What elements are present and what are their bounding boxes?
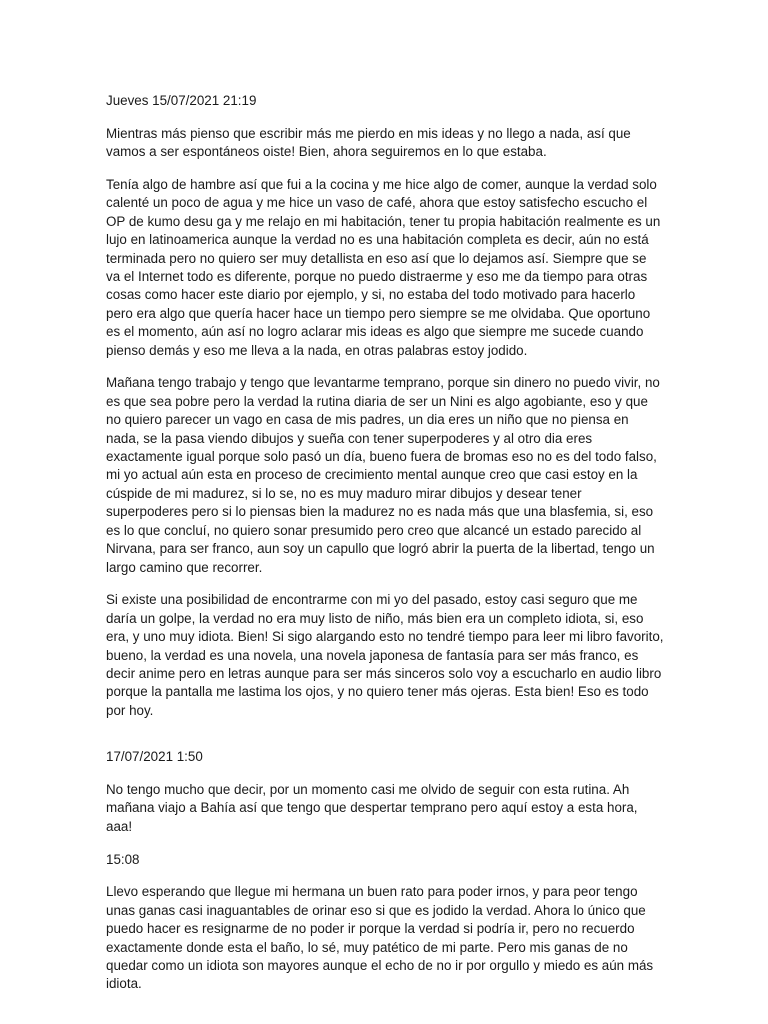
entry-date-heading: Jueves 15/07/2021 21:19 bbox=[106, 93, 257, 108]
paragraph: No tengo mucho que decir, por un momento casi me olvido de seguir con esta rutina. Ah mañana viajo a Bahía así que tengo que despertar temprano pero aquí estoy a esta hora, aaa! bbox=[106, 781, 638, 834]
paragraph: Mañana tengo trabajo y tengo que levantarme temprano, porque sin dinero no puedo vivir, no es que sea pobre pero la verdad la rutina diaria de ser un Nini es algo agobiante, eso y que no quiero parecer un vago en casa de mis padres, un dia eres un niño que no piensa en nada, se la pasa viendo dibujos y sueña con tener superpoderes y al otro dia eres exactamente igual porque solo pasó un día, bueno fuera de bromas eso no es del todo falso, mi yo actual aún esta en proceso de crecimiento mental aunque creo que casi estoy en la cúspide de mi madurez, si lo se, no es muy maduro mirar dibujos y desear tener superpoderes pero si lo piensas bien la madurez no es nada más que una blasfemia, si, eso es lo que concluí, no quiero sonar presumido pero creo que alcancé un estado parecido al Nirvana, para ser franco, aun soy un capullo que logró abrir la puerta de la libertad, tengo un largo camino que recorrer. bbox=[106, 375, 660, 575]
paragraph: Llevo esperando que llegue mi hermana un buen rato para poder irnos, y para peor tengo unas ganas casi inaguantables de orinar eso si que es jodido la verdad. Ahora lo único que puedo hacer es resignarme de no poder ir porque la verdad si podría ir, pero no recuerdo exactamente donde esta el baño, lo sé, muy patético de mi parte. Pero mis ganas de no quedar como un idiota son mayores aunque el echo de no ir por orgullo y miedo es aún más idiota. bbox=[106, 884, 654, 992]
entry-date-heading: 17/07/2021 1:50 bbox=[106, 749, 203, 765]
entry-time-heading: 15:08 bbox=[106, 851, 140, 867]
paragraph: Mientras más pienso que escribir más me pierdo en mis ideas y no llego a nada, así que vamos a ser espontáneos oiste! Bien, ahora seguiremos en lo que estaba. bbox=[106, 125, 631, 160]
document-page bbox=[106, 92, 664, 1008]
paragraph: Si existe una posibilidad de encontrarme con mi yo del pasado, estoy casi seguro que me daría un golpe, la verdad no era muy listo de niño, más bien era un completo idiota, si, eso era, y uno muy idiota. Bien! Si sigo alargando esto no tendré tiempo para leer mi libro favorito, bueno, la verdad es una novela, una novela japonesa de fantasía para ser más franco, es decir anime pero en letras aunque para ser más sinceros solo voy a escucharlo en audio libro porque la pantalla me lastima los ojos, y no quiero tener más ojeras. Esta bien! Eso es todo por hoy. bbox=[106, 592, 664, 718]
paragraph: Tenía algo de hambre así que fui a la cocina y me hice algo de comer, aunque la verdad solo calenté un poco de agua y me hice un vaso de café, ahora que estoy satisfecho escucho el OP de kumo desu ga y me relajo en mi habitación, tener tu propia habitación realmente es un lujo en latinoamerica aunque la verdad no es una habitación completa es decir, aún no está terminada pero no quiero ser muy detallista en eso así que lo dejamos así. Siempre que se va el Internet todo es diferente, porque no puedo distraerme y eso me da tiempo para otras cosas como hacer este diario por ejemplo, y si, no estaba del todo motivado para hacerlo pero era algo que quería hacer hace un tiempo pero siempre se me olvidaba. Que oportuno es el momento, aún así no logro aclarar mis ideas es algo que siempre me sucede cuando pienso demás y eso me lleva a la nada, en otras palabras estoy jodido. bbox=[106, 177, 661, 358]
